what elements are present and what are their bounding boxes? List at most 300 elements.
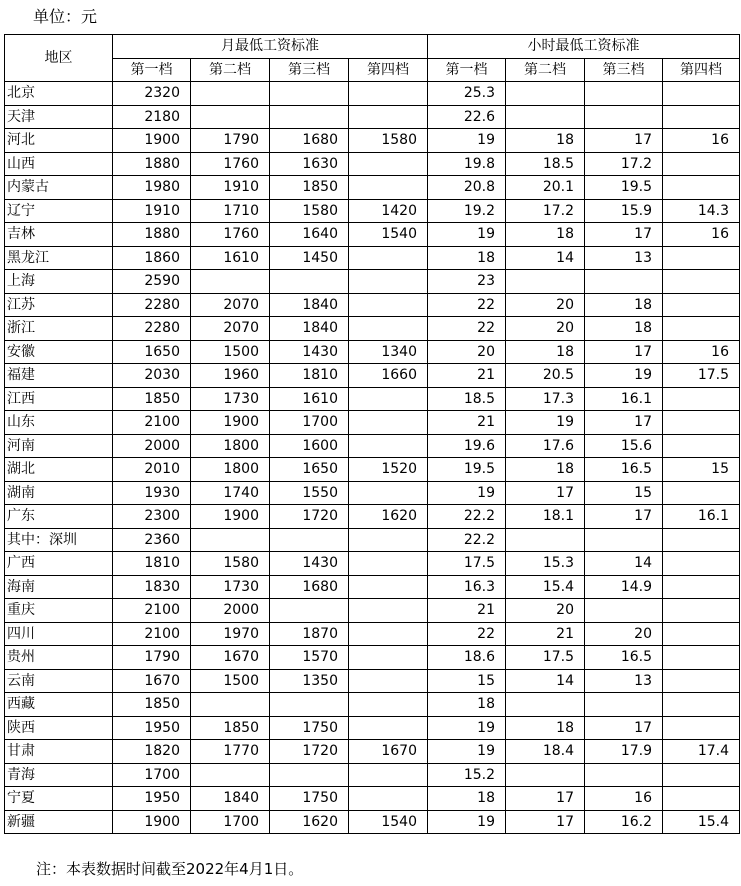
monthly-tier-3-cell: 1840 <box>270 293 349 317</box>
hourly-tier-1-cell: 18 <box>428 693 506 717</box>
region-cell: 广西 <box>5 552 113 576</box>
monthly-tier-2-cell: 1740 <box>191 481 270 505</box>
hourly-tier-3-cell: 16.2 <box>585 810 663 834</box>
monthly-tier-2-cell <box>191 693 270 717</box>
table-row <box>5 575 740 599</box>
hourly-tier-4-cell <box>663 575 740 599</box>
monthly-tier-1-cell: 1880 <box>113 223 191 247</box>
region-cell: 重庆 <box>5 599 113 623</box>
monthly-tier-2-cell: 1760 <box>191 223 270 247</box>
monthly-tier-3-cell: 1430 <box>270 552 349 576</box>
monthly-tier-3-cell: 1570 <box>270 646 349 670</box>
hourly-tier-4-cell: 17.4 <box>663 740 740 764</box>
monthly-tier-3-cell: 1680 <box>270 575 349 599</box>
table-row <box>5 129 740 153</box>
hourly-tier-2-cell: 19 <box>506 411 585 435</box>
table-row <box>5 293 740 317</box>
region-cell: 湖北 <box>5 458 113 482</box>
hourly-tier-3-cell: 17 <box>585 129 663 153</box>
monthly-tier-1-cell: 1850 <box>113 693 191 717</box>
hourly-tier-4-cell <box>663 105 740 129</box>
region-cell: 四川 <box>5 622 113 646</box>
hourly-tier-3-cell <box>585 82 663 106</box>
region-cell: 山西 <box>5 152 113 176</box>
hourly-tier-1-cell: 15.2 <box>428 763 506 787</box>
hourly-tier-1-cell: 22 <box>428 622 506 646</box>
hourly-tier-2-cell <box>506 763 585 787</box>
monthly-tier-2-cell: 1500 <box>191 340 270 364</box>
monthly-tier-2-cell: 2070 <box>191 293 270 317</box>
monthly-tier-4-cell <box>349 622 428 646</box>
hourly-tier-2-cell: 18 <box>506 716 585 740</box>
region-cell: 陕西 <box>5 716 113 740</box>
monthly-tier-4-cell <box>349 528 428 552</box>
monthly-tier-1-cell: 2180 <box>113 105 191 129</box>
table-row <box>5 646 740 670</box>
region-cell: 云南 <box>5 669 113 693</box>
hourly-tier-1-cell: 21 <box>428 599 506 623</box>
monthly-tier-1-cell: 1880 <box>113 152 191 176</box>
monthly-tier-2-header: 第二档 <box>191 58 270 82</box>
table-row <box>5 270 740 294</box>
hourly-tier-4-cell: 15.4 <box>663 810 740 834</box>
monthly-tier-4-cell <box>349 763 428 787</box>
monthly-tier-1-cell: 1670 <box>113 669 191 693</box>
region-cell: 吉林 <box>5 223 113 247</box>
monthly-tier-3-cell: 1430 <box>270 340 349 364</box>
monthly-tier-1-cell: 1900 <box>113 129 191 153</box>
hourly-tier-2-cell <box>506 105 585 129</box>
hourly-tier-1-cell: 21 <box>428 411 506 435</box>
region-cell: 福建 <box>5 364 113 388</box>
hourly-tier-3-cell: 18 <box>585 317 663 341</box>
table-row <box>5 246 740 270</box>
hourly-tier-1-cell: 19.8 <box>428 152 506 176</box>
hourly-tier-4-cell <box>663 599 740 623</box>
monthly-tier-2-cell: 2070 <box>191 317 270 341</box>
hourly-tier-3-cell: 17 <box>585 340 663 364</box>
hourly-tier-3-cell: 18 <box>585 293 663 317</box>
region-cell: 江苏 <box>5 293 113 317</box>
monthly-tier-3-cell: 1640 <box>270 223 349 247</box>
region-cell: 其中：深圳 <box>5 528 113 552</box>
hourly-tier-2-cell: 15.4 <box>506 575 585 599</box>
hourly-tier-1-cell: 19.5 <box>428 458 506 482</box>
hourly-tier-4-cell: 15 <box>663 458 740 482</box>
hourly-tier-2-cell: 17.6 <box>506 434 585 458</box>
monthly-tier-1-cell: 2360 <box>113 528 191 552</box>
hourly-tier-2-cell: 20 <box>506 293 585 317</box>
monthly-tier-4-cell: 1580 <box>349 129 428 153</box>
hourly-tier-1-cell: 19 <box>428 129 506 153</box>
monthly-tier-3-cell: 1680 <box>270 129 349 153</box>
monthly-tier-4-header: 第四档 <box>349 58 428 82</box>
hourly-tier-1-cell: 18 <box>428 787 506 811</box>
hourly-tier-3-cell: 16.5 <box>585 458 663 482</box>
region-cell: 辽宁 <box>5 199 113 223</box>
hourly-tier-4-cell <box>663 246 740 270</box>
monthly-tier-2-cell: 1840 <box>191 787 270 811</box>
hourly-tier-3-cell <box>585 105 663 129</box>
hourly-tier-2-cell: 20.5 <box>506 364 585 388</box>
hourly-tier-3-cell: 16.1 <box>585 387 663 411</box>
monthly-tier-2-cell <box>191 528 270 552</box>
hourly-tier-3-header: 第三档 <box>585 58 663 82</box>
hourly-tier-2-cell: 14 <box>506 669 585 693</box>
monthly-tier-1-cell: 1860 <box>113 246 191 270</box>
hourly-tier-2-cell: 14 <box>506 246 585 270</box>
table-row <box>5 105 740 129</box>
monthly-tier-3-cell <box>270 82 349 106</box>
monthly-tier-1-cell: 2000 <box>113 434 191 458</box>
hourly-tier-1-cell: 18.5 <box>428 387 506 411</box>
monthly-tier-1-cell: 2300 <box>113 505 191 529</box>
monthly-tier-1-cell: 2100 <box>113 411 191 435</box>
hourly-tier-1-cell: 17.5 <box>428 552 506 576</box>
region-cell: 北京 <box>5 82 113 106</box>
hourly-tier-2-cell: 15.3 <box>506 552 585 576</box>
hourly-tier-4-cell: 14.3 <box>663 199 740 223</box>
monthly-tier-4-cell: 1420 <box>349 199 428 223</box>
hourly-tier-3-cell <box>585 763 663 787</box>
monthly-tier-2-cell <box>191 105 270 129</box>
monthly-tier-2-cell: 1730 <box>191 387 270 411</box>
hourly-tier-2-cell <box>506 270 585 294</box>
region-cell: 西藏 <box>5 693 113 717</box>
hourly-tier-4-cell <box>663 152 740 176</box>
hourly-tier-3-cell: 15 <box>585 481 663 505</box>
hourly-tier-4-cell <box>663 693 740 717</box>
monthly-tier-4-cell: 1540 <box>349 223 428 247</box>
monthly-tier-1-cell: 1810 <box>113 552 191 576</box>
hourly-tier-2-cell: 17 <box>506 481 585 505</box>
unit-label: 单位：元 <box>33 7 98 26</box>
hourly-tier-1-cell: 25.3 <box>428 82 506 106</box>
monthly-tier-2-cell: 1710 <box>191 199 270 223</box>
monthly-tier-2-cell: 1770 <box>191 740 270 764</box>
hourly-tier-4-cell: 17.5 <box>663 364 740 388</box>
region-cell: 宁夏 <box>5 787 113 811</box>
table-row <box>5 458 740 482</box>
hourly-tier-2-cell: 18 <box>506 340 585 364</box>
monthly-tier-1-cell: 1830 <box>113 575 191 599</box>
table-header <box>5 35 740 82</box>
region-cell: 湖南 <box>5 481 113 505</box>
monthly-tier-2-cell <box>191 270 270 294</box>
monthly-tier-1-cell: 1820 <box>113 740 191 764</box>
table-row <box>5 364 740 388</box>
hourly-tier-4-cell <box>663 552 740 576</box>
monthly-tier-3-cell: 1840 <box>270 317 349 341</box>
hourly-tier-2-cell: 17.2 <box>506 199 585 223</box>
hourly-tier-2-cell: 20 <box>506 599 585 623</box>
monthly-tier-2-cell: 1610 <box>191 246 270 270</box>
table-row <box>5 387 740 411</box>
monthly-tier-3-cell: 1610 <box>270 387 349 411</box>
table-row <box>5 152 740 176</box>
monthly-tier-4-cell <box>349 693 428 717</box>
hourly-tier-2-cell: 18.5 <box>506 152 585 176</box>
monthly-tier-2-cell: 1700 <box>191 810 270 834</box>
monthly-tier-4-cell <box>349 716 428 740</box>
monthly-tier-4-cell <box>349 293 428 317</box>
monthly-tier-4-cell <box>349 317 428 341</box>
monthly-tier-2-cell: 1580 <box>191 552 270 576</box>
header-row-tiers <box>5 58 740 82</box>
monthly-tier-3-cell <box>270 105 349 129</box>
hourly-tier-2-cell: 18.4 <box>506 740 585 764</box>
table-row <box>5 693 740 717</box>
hourly-tier-3-cell: 19.5 <box>585 176 663 200</box>
monthly-tier-2-cell <box>191 763 270 787</box>
hourly-tier-1-cell: 19.2 <box>428 199 506 223</box>
monthly-tier-3-cell: 1580 <box>270 199 349 223</box>
monthly-tier-3-cell <box>270 599 349 623</box>
hourly-tier-1-cell: 19 <box>428 716 506 740</box>
monthly-tier-1-cell: 1850 <box>113 387 191 411</box>
monthly-tier-4-cell <box>349 82 428 106</box>
hourly-tier-1-cell: 23 <box>428 270 506 294</box>
region-header: 地区 <box>5 35 113 82</box>
hourly-tier-3-cell: 19 <box>585 364 663 388</box>
hourly-tier-2-cell: 20.1 <box>506 176 585 200</box>
hourly-tier-1-cell: 19 <box>428 740 506 764</box>
monthly-tier-3-cell: 1750 <box>270 787 349 811</box>
monthly-tier-1-cell: 1700 <box>113 763 191 787</box>
monthly-tier-3-cell: 1720 <box>270 505 349 529</box>
table-row <box>5 481 740 505</box>
hourly-tier-3-cell <box>585 270 663 294</box>
hourly-tier-1-cell: 20 <box>428 340 506 364</box>
hourly-group-header: 小时最低工资标准 <box>428 35 740 59</box>
hourly-tier-1-cell: 19 <box>428 810 506 834</box>
hourly-tier-3-cell: 14 <box>585 552 663 576</box>
monthly-tier-3-cell: 1870 <box>270 622 349 646</box>
hourly-tier-1-header: 第一档 <box>428 58 506 82</box>
hourly-tier-3-cell: 13 <box>585 246 663 270</box>
monthly-tier-4-cell: 1620 <box>349 505 428 529</box>
region-cell: 海南 <box>5 575 113 599</box>
hourly-tier-4-cell <box>663 528 740 552</box>
monthly-tier-3-cell <box>270 270 349 294</box>
hourly-tier-1-cell: 19.6 <box>428 434 506 458</box>
table-row <box>5 669 740 693</box>
hourly-tier-4-cell: 16 <box>663 223 740 247</box>
hourly-tier-4-cell <box>663 176 740 200</box>
monthly-tier-4-cell: 1520 <box>349 458 428 482</box>
hourly-tier-4-cell <box>663 481 740 505</box>
monthly-tier-1-cell: 1790 <box>113 646 191 670</box>
hourly-tier-1-cell: 21 <box>428 364 506 388</box>
table-row <box>5 317 740 341</box>
monthly-tier-4-cell <box>349 669 428 693</box>
hourly-tier-4-cell <box>663 787 740 811</box>
hourly-tier-3-cell: 15.6 <box>585 434 663 458</box>
hourly-tier-1-cell: 16.3 <box>428 575 506 599</box>
hourly-tier-4-header: 第四档 <box>663 58 740 82</box>
monthly-tier-4-cell <box>349 270 428 294</box>
monthly-tier-4-cell <box>349 152 428 176</box>
hourly-tier-3-cell: 14.9 <box>585 575 663 599</box>
monthly-tier-2-cell: 1800 <box>191 458 270 482</box>
monthly-tier-2-cell: 2000 <box>191 599 270 623</box>
hourly-tier-1-cell: 15 <box>428 669 506 693</box>
region-cell: 天津 <box>5 105 113 129</box>
region-cell: 新疆 <box>5 810 113 834</box>
monthly-tier-3-cell <box>270 763 349 787</box>
monthly-tier-4-cell <box>349 552 428 576</box>
hourly-tier-3-cell: 17 <box>585 223 663 247</box>
monthly-tier-1-cell: 1900 <box>113 810 191 834</box>
monthly-tier-3-cell: 1810 <box>270 364 349 388</box>
table-row <box>5 763 740 787</box>
monthly-tier-4-cell <box>349 787 428 811</box>
region-cell: 山东 <box>5 411 113 435</box>
region-cell: 广东 <box>5 505 113 529</box>
monthly-tier-2-cell: 1850 <box>191 716 270 740</box>
monthly-tier-4-cell <box>349 599 428 623</box>
monthly-tier-3-cell: 1600 <box>270 434 349 458</box>
hourly-tier-4-cell: 16 <box>663 340 740 364</box>
hourly-tier-2-cell: 17.5 <box>506 646 585 670</box>
region-cell: 内蒙古 <box>5 176 113 200</box>
hourly-tier-2-cell: 17 <box>506 787 585 811</box>
hourly-tier-2-cell <box>506 528 585 552</box>
monthly-tier-3-cell <box>270 528 349 552</box>
hourly-tier-3-cell: 13 <box>585 669 663 693</box>
monthly-tier-4-cell <box>349 176 428 200</box>
hourly-tier-2-cell: 18 <box>506 223 585 247</box>
hourly-tier-1-cell: 18 <box>428 246 506 270</box>
hourly-tier-3-cell: 16 <box>585 787 663 811</box>
hourly-tier-1-cell: 19 <box>428 223 506 247</box>
monthly-tier-4-cell: 1660 <box>349 364 428 388</box>
hourly-tier-1-cell: 20.8 <box>428 176 506 200</box>
monthly-tier-3-cell: 1850 <box>270 176 349 200</box>
hourly-tier-4-cell <box>663 411 740 435</box>
monthly-group-header: 月最低工资标准 <box>113 35 428 59</box>
region-cell: 甘肃 <box>5 740 113 764</box>
hourly-tier-4-cell: 16 <box>663 129 740 153</box>
hourly-tier-2-cell: 17 <box>506 810 585 834</box>
monthly-tier-2-cell: 1800 <box>191 434 270 458</box>
hourly-tier-1-cell: 22 <box>428 293 506 317</box>
monthly-tier-1-cell: 1950 <box>113 716 191 740</box>
table-row <box>5 810 740 834</box>
hourly-tier-3-cell: 16.5 <box>585 646 663 670</box>
hourly-tier-3-cell <box>585 528 663 552</box>
hourly-tier-4-cell <box>663 646 740 670</box>
hourly-tier-4-cell: 16.1 <box>663 505 740 529</box>
hourly-tier-3-cell: 20 <box>585 622 663 646</box>
table-row <box>5 411 740 435</box>
hourly-tier-3-cell: 17 <box>585 411 663 435</box>
hourly-tier-2-cell: 18 <box>506 129 585 153</box>
monthly-tier-1-cell: 2280 <box>113 317 191 341</box>
table-row <box>5 528 740 552</box>
region-cell: 贵州 <box>5 646 113 670</box>
monthly-tier-4-cell <box>349 387 428 411</box>
hourly-tier-2-header: 第二档 <box>506 58 585 82</box>
monthly-tier-3-cell: 1620 <box>270 810 349 834</box>
monthly-tier-2-cell: 1900 <box>191 505 270 529</box>
hourly-tier-1-cell: 22.6 <box>428 105 506 129</box>
monthly-tier-1-cell: 2100 <box>113 622 191 646</box>
region-cell: 青海 <box>5 763 113 787</box>
monthly-tier-1-header: 第一档 <box>113 58 191 82</box>
hourly-tier-3-cell: 17.9 <box>585 740 663 764</box>
monthly-tier-4-cell: 1340 <box>349 340 428 364</box>
hourly-tier-3-cell: 17.2 <box>585 152 663 176</box>
monthly-tier-3-cell: 1450 <box>270 246 349 270</box>
table-row <box>5 787 740 811</box>
hourly-tier-2-cell: 17.3 <box>506 387 585 411</box>
monthly-tier-3-cell: 1700 <box>270 411 349 435</box>
table-row <box>5 599 740 623</box>
hourly-tier-4-cell <box>663 82 740 106</box>
hourly-tier-2-cell <box>506 693 585 717</box>
hourly-tier-1-cell: 19 <box>428 481 506 505</box>
monthly-tier-2-cell: 1730 <box>191 575 270 599</box>
monthly-tier-4-cell <box>349 411 428 435</box>
monthly-tier-3-cell: 1550 <box>270 481 349 505</box>
hourly-tier-2-cell: 20 <box>506 317 585 341</box>
table-row <box>5 199 740 223</box>
hourly-tier-3-cell: 17 <box>585 505 663 529</box>
region-cell: 浙江 <box>5 317 113 341</box>
hourly-tier-4-cell <box>663 763 740 787</box>
monthly-tier-1-cell: 2280 <box>113 293 191 317</box>
hourly-tier-4-cell <box>663 434 740 458</box>
monthly-tier-2-cell: 1670 <box>191 646 270 670</box>
monthly-tier-4-cell <box>349 646 428 670</box>
monthly-tier-1-cell: 2030 <box>113 364 191 388</box>
monthly-tier-2-cell: 1900 <box>191 411 270 435</box>
monthly-tier-3-cell: 1630 <box>270 152 349 176</box>
region-cell: 河南 <box>5 434 113 458</box>
monthly-tier-1-cell: 2010 <box>113 458 191 482</box>
monthly-tier-1-cell: 1650 <box>113 340 191 364</box>
hourly-tier-2-cell <box>506 82 585 106</box>
hourly-tier-3-cell: 17 <box>585 716 663 740</box>
monthly-tier-2-cell: 1500 <box>191 669 270 693</box>
footnote: 注：本表数据时间截至2022年4月1日。 <box>36 860 304 878</box>
monthly-tier-4-cell <box>349 481 428 505</box>
monthly-tier-2-cell: 1970 <box>191 622 270 646</box>
table-row <box>5 223 740 247</box>
hourly-tier-1-cell: 22.2 <box>428 505 506 529</box>
monthly-tier-2-cell: 1960 <box>191 364 270 388</box>
monthly-tier-1-cell: 2320 <box>113 82 191 106</box>
table-body <box>5 82 740 834</box>
hourly-tier-4-cell <box>663 293 740 317</box>
table-row <box>5 552 740 576</box>
region-cell: 黑龙江 <box>5 246 113 270</box>
monthly-tier-1-cell: 2590 <box>113 270 191 294</box>
table-row <box>5 622 740 646</box>
region-cell: 安徽 <box>5 340 113 364</box>
region-cell: 河北 <box>5 129 113 153</box>
hourly-tier-3-cell <box>585 693 663 717</box>
monthly-tier-3-header: 第三档 <box>270 58 349 82</box>
monthly-tier-3-cell: 1720 <box>270 740 349 764</box>
table-row <box>5 505 740 529</box>
monthly-tier-2-cell: 1760 <box>191 152 270 176</box>
monthly-tier-3-cell: 1650 <box>270 458 349 482</box>
header-row-groups <box>5 35 740 59</box>
hourly-tier-1-cell: 18.6 <box>428 646 506 670</box>
region-cell: 江西 <box>5 387 113 411</box>
